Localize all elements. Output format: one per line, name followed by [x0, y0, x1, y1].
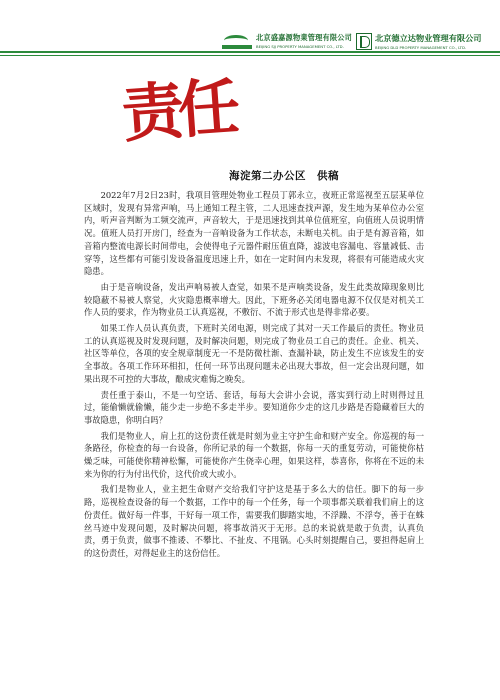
header-divider-thin [0, 55, 500, 56]
right-company-logo [356, 33, 481, 50]
right-logo-emblem-icon [356, 33, 372, 50]
left-logo-chinese-name: 北京盛嘉源物業管理有限公司 [256, 33, 353, 42]
right-logo-english-name: BEIJING DLD PROPERTY MANAGEMENT CO., LTD. [375, 45, 467, 50]
right-logo-chinese-name: 北京德立达物业管理有限公司 [375, 33, 482, 43]
paragraph: 我们是物业人，肩上扛的这份责任就是时刻为业主守护生命和财产安全。你巡视的每一条路径，你检查的每一台设备，你所记录的每一个数据，你每一天的重复劳动，可能使你枯燥乏味，可能使你精神松懈，可能使你产生侥幸心理，如果这样，恭喜你，你将在不远的未来为你的行为付出代价，这代价或大或小。 [84, 430, 424, 479]
paragraph: 2022年7月2日23时，我项目管理处物业工程员丁郭永立，夜班正常巡视至五层某单位区域时，发现有异常声响，马上通知工程主管，二人迅速查找声源，发生地为某单位办公室内，听声音判断为工频交流声，声音较大，于是迅速找到其单位值班室，向值班人员说明情况。值班人员打开房门，经查为一音响设备为工作状态，未断电关机。由于是有源音箱，如音箱内整流电源长时间带电，会使得电子元器件耐压值直降，滤波电容漏电、容量减低、击穿等，这些都有可能引发设备温度迅速上升，如在一定时间内未发现，将很有可能造成火灾隐患。 [84, 190, 424, 277]
left-logo-english-name: BEIJING SJJ PROPERTY MANAGEMENT CO., LTD. [256, 44, 344, 49]
byline: 海淀第二办公区 供稿 [229, 170, 339, 182]
page-header [0, 0, 500, 62]
article-body [84, 189, 424, 563]
paragraph: 如果工作人员认真负责，下班时关闭电源，则完成了其对一天工作最后的责任。物业员工的认真巡视及时发现问题，及时解决问题，则完成了物业员工自己的责任。企业、机关、社区等单位，各项的安全规章制度无一不是防微杜渐、查漏补缺，防止发生不应该发生的安全事故。各项工作环环相扣，任何一环节出现问题未必出现大事故，但一定会出现问题，如果出现不可控的大事故，酿成灾难悔之晚矣。 [84, 323, 424, 384]
header-divider-thick [0, 51, 500, 53]
calligraphy-title [119, 70, 237, 151]
paragraph: 责任重于泰山，不是一句空话、套话，每每大会讲小会说，落实到行动上时则得过且过，能偷懒就偷懒，能少走一步绝不多走半步。要知道你少走的这几步路是否隐藏着巨大的事故隐患，你明白吗？ [84, 389, 424, 425]
title-text: 责任 [119, 70, 237, 151]
paragraph: 我们是物业人，业主把生命财产交给我们守护这是基于多么大的信任。脚下的每一步路，巡视检查设备的每一个数据，工作中的每一个任务，每一个项事都关联着我们肩上的这份责任。做好每一件事，干好每一项工作，需要我们脚踏实地，不浮躁、不浮夸，善于在蛛丝马迹中发现问题，及时解决问题，将事故消灭于无形。总的来说就是敢于负责，认真负责，勇于负责，做事不推诿、不攀比、不扯皮、不甩锅。心头时刻提醒自己，要担得起肩上的这份责任，对得起业主的这份信任。 [84, 484, 424, 558]
paragraph: 由于是音响设备，发出声响易被人查觉，如果不是声响类设备，发生此类故障现象则比较隐蔽不易被人察觉，火灾隐患概率增大。因此，下班务必关闭电器电源不仅仅是对机关工作人员的要求，作为物业员工认真巡视，不敷衍、不流于形式也是得非常必要。 [84, 281, 424, 318]
left-company-logo [222, 33, 352, 49]
left-logo-emblem-icon [222, 34, 252, 49]
